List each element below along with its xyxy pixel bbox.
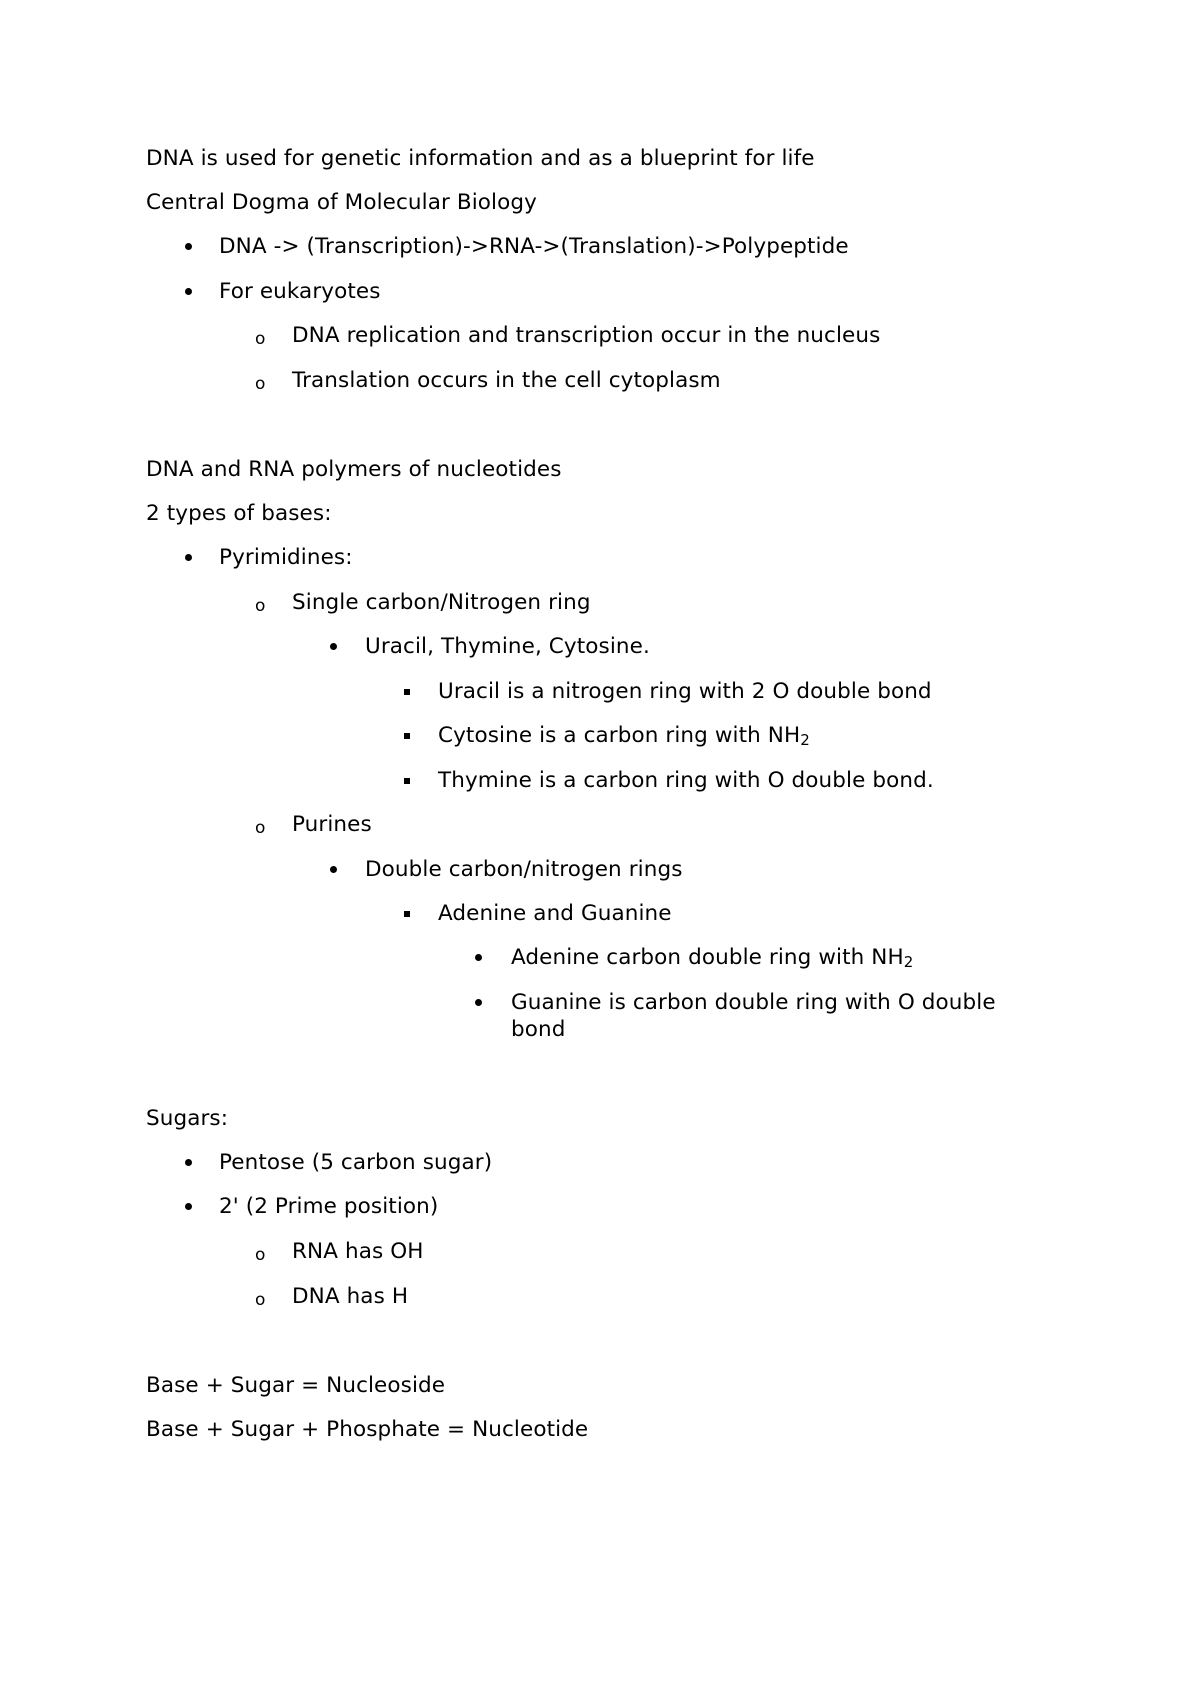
sugar-item-2: 2' (2 Prime position) <box>219 1194 439 1219</box>
bullet-dot-icon <box>475 954 482 961</box>
uracil-desc: Uracil is a nitrogen ring with 2 O double bond <box>438 679 932 704</box>
bullet-dot-icon <box>185 554 192 561</box>
bullet-circle-icon: o <box>255 1245 266 1265</box>
bullet-dot-icon <box>185 1159 192 1166</box>
bullet-square-icon <box>404 778 410 784</box>
bullet-square-icon <box>404 911 410 917</box>
purine-ring: Double carbon/nitrogen rings <box>365 857 683 882</box>
nucleotide-equation: Base + Sugar + Phosphate = Nucleotide <box>146 1417 589 1442</box>
nucleoside-equation: Base + Sugar = Nucleoside <box>146 1373 446 1398</box>
bullet-dot-icon <box>185 288 192 295</box>
bullet-square-icon <box>404 733 410 739</box>
pyrimidine-list: Uracil, Thymine, Cytosine. <box>365 634 650 659</box>
intro-line-1: DNA is used for genetic information and as a blueprint for life <box>146 146 815 171</box>
bullet-circle-icon: o <box>255 1290 266 1310</box>
bullet-dot-icon <box>330 643 337 650</box>
dogma-item-2: For eukaryotes <box>219 279 381 304</box>
bullet-square-icon <box>404 689 410 695</box>
eukaryote-item-2: Translation occurs in the cell cytoplasm <box>292 368 721 393</box>
eukaryote-item-1: DNA replication and transcription occur in the nucleus <box>292 323 881 348</box>
subscript-2: 2 <box>903 953 914 971</box>
pyrimidine-ring: Single carbon/Nitrogen ring <box>292 590 591 615</box>
sugars-label: Sugars: <box>146 1106 229 1131</box>
purines-label: Purines <box>292 812 372 837</box>
thymine-desc: Thymine is a carbon ring with O double bond. <box>438 768 934 793</box>
bullet-dot-icon <box>330 866 337 873</box>
dogma-item-1: DNA -> (Transcription)->RNA->(Translation)->Polypeptide <box>219 234 849 259</box>
bullet-circle-icon: o <box>255 596 266 616</box>
sugar-item-1: Pentose (5 carbon sugar) <box>219 1150 493 1175</box>
bullet-dot-icon <box>185 1203 192 1210</box>
adenine-desc: Adenine carbon double ring with $NH_2$ <box>511 945 914 971</box>
bullet-circle-icon: o <box>255 374 266 394</box>
intro-line-2: Central Dogma of Molecular Biology <box>146 190 537 215</box>
dna-has: DNA has H <box>292 1284 409 1309</box>
bullet-circle-icon: o <box>255 818 266 838</box>
bullet-dot-icon <box>475 999 482 1006</box>
guanine-desc: Guanine is carbon double ring with O double bond <box>511 990 996 1042</box>
pyrimidines-label: Pyrimidines: <box>219 545 353 570</box>
subscript-2: 2 <box>800 731 810 749</box>
bases-line: 2 types of bases: <box>146 501 332 526</box>
polymers-line: DNA and RNA polymers of nucleotides <box>146 457 562 482</box>
bullet-circle-icon: o <box>255 329 266 349</box>
cytosine-desc: Cytosine is a carbon ring with $NH_2$ <box>438 723 810 749</box>
bullet-dot-icon <box>185 243 192 250</box>
rna-has: RNA has OH <box>292 1239 424 1264</box>
purine-list: Adenine and Guanine <box>438 901 672 926</box>
